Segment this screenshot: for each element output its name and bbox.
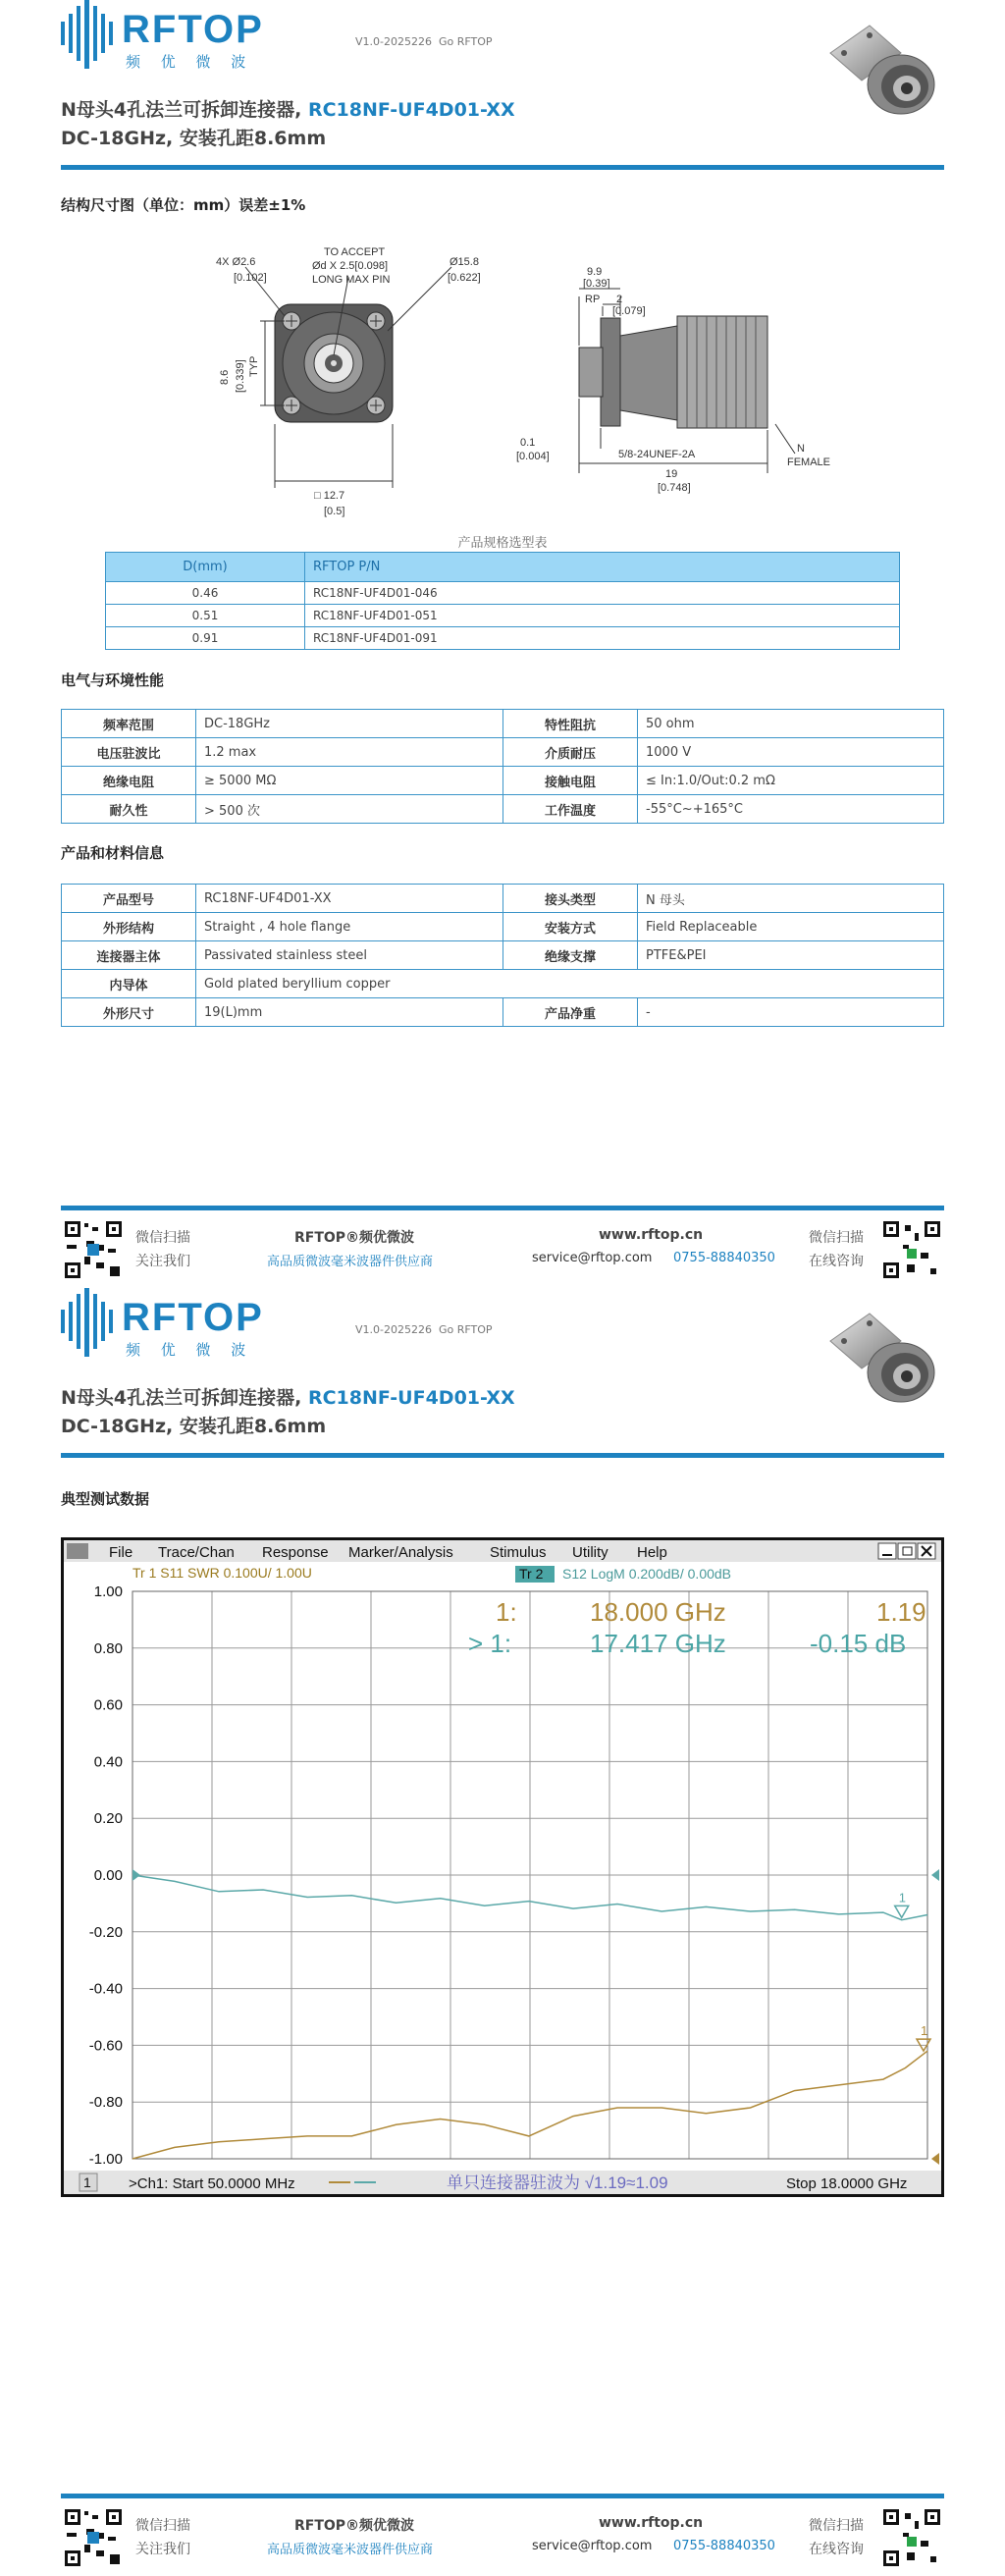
table-row — [62, 710, 944, 738]
dim-thread: 5/8-24UNEF-2A — [618, 449, 696, 460]
footer-follow-us: 关注我们 — [135, 1254, 190, 1269]
marker-1-label: 1: — [496, 1597, 517, 1627]
version-number: V1.0-2025226 — [355, 1323, 432, 1336]
go-rftop-link[interactable]: Go RFTOP — [438, 1323, 493, 1336]
table-row — [62, 767, 944, 795]
dim-hole-dia: 4X Ø2.6 — [216, 256, 256, 268]
header-rule — [61, 165, 944, 170]
brand-wordmark: RFTOP — [122, 1296, 264, 1339]
dim-typ: TYP — [248, 355, 260, 377]
footer-wechat-scan: 微信扫描 — [135, 1230, 190, 1246]
go-rftop-link[interactable]: Go RFTOP — [438, 35, 493, 48]
spec-key: 绝缘电阻 — [62, 767, 196, 795]
y-tick-label: 0.60 — [93, 1696, 123, 1714]
version-label — [355, 1323, 493, 1336]
cell-pn: RC18NF-UF4D01-046 — [305, 582, 900, 605]
dim-to-accept: TO ACCEPT — [324, 246, 386, 258]
footer-wechat-scan-2: 微信扫描 — [809, 1230, 864, 1246]
dimensions-heading: 结构尺寸图（单位：mm）误差±1% — [61, 196, 306, 214]
spec-key: 产品净重 — [503, 998, 638, 1027]
dim-2: 2 — [616, 294, 623, 305]
spec-key: 安装方式 — [503, 913, 638, 941]
dim-0-1: 0.1 — [520, 437, 536, 449]
footer-slogan: 高品质微波毫米波器件供应商 — [267, 2543, 434, 2557]
product-subtitle: DC-18GHz, 安装孔距8.6mm — [61, 1416, 327, 1437]
footer-email[interactable]: service@rftop.com — [532, 2539, 653, 2553]
table-row — [62, 970, 944, 998]
dim-flange-dia: Ø15.8 — [450, 256, 479, 268]
footer-rule — [61, 1206, 944, 1210]
stop-freq: Stop 18.0000 GHz — [786, 2175, 908, 2192]
footer-wechat-scan-2: 微信扫描 — [809, 2518, 864, 2534]
dim-spacing-in: [0.339] — [235, 359, 246, 393]
spec-key: 外形结构 — [62, 913, 196, 941]
y-tick-label: 0.80 — [93, 1639, 123, 1657]
dim-square-in: [0.5] — [324, 506, 345, 517]
product-title-prefix: N母头4孔法兰可拆卸连接器, — [61, 99, 308, 121]
spec-value: Field Replaceable — [638, 913, 944, 941]
footer-follow-us: 关注我们 — [135, 2542, 190, 2557]
minimize-icon[interactable] — [878, 1543, 896, 1559]
spec-value: -55°C~+165°C — [638, 795, 944, 824]
footer-email[interactable]: service@rftop.com — [532, 1251, 653, 1265]
spec-key: 产品型号 — [62, 885, 196, 913]
spec-value: - — [638, 998, 944, 1027]
materials-heading: 产品和材料信息 — [61, 844, 165, 862]
marker-1-number: 1 — [921, 2023, 928, 2039]
dim-long-max-pin: LONG MAX PIN — [312, 274, 391, 286]
header-d: D(mm) — [106, 553, 305, 582]
cell-d: 0.46 — [106, 582, 305, 605]
connector-photo — [822, 14, 944, 132]
dim-flange-dia-in: [0.622] — [448, 272, 481, 284]
spec-value: Gold plated beryllium copper — [196, 970, 944, 998]
qr-code-consult — [881, 1219, 942, 1280]
header-rule — [61, 1453, 944, 1458]
spec-value: PTFE&PEI — [638, 941, 944, 970]
product-part-number: RC18NF-UF4D01-XX — [307, 99, 515, 121]
spec-key: 接头类型 — [503, 885, 638, 913]
y-tick-label: -0.20 — [88, 1923, 123, 1941]
spec-value: Passivated stainless steel — [196, 941, 503, 970]
connector-photo — [822, 1302, 944, 1420]
menu-item[interactable]: Utility — [572, 1544, 608, 1561]
footer-phone: 0755-88840350 — [673, 2539, 775, 2553]
spec-value: N 母头 — [638, 885, 944, 913]
y-tick-label: -0.40 — [88, 1980, 123, 1998]
spec-value: 19(L)mm — [196, 998, 503, 1027]
channel-number: 1 — [83, 2174, 91, 2190]
cell-d: 0.91 — [106, 627, 305, 650]
table-row — [62, 738, 944, 767]
app-icon — [67, 1543, 88, 1559]
y-tick-label: 0.40 — [93, 1753, 123, 1771]
qr-code-wechat — [63, 2507, 124, 2568]
product-title — [61, 1383, 515, 1410]
selection-caption: 产品规格选型表 — [457, 536, 548, 551]
selection-header-row — [106, 553, 900, 582]
dim-spacing: 8.6 — [219, 369, 231, 385]
version-label — [355, 35, 493, 48]
y-tick-label: 1.00 — [93, 1583, 123, 1600]
footer-website[interactable]: www.rftop.cn — [599, 1227, 704, 1243]
dim-9-9: 9.9 — [587, 266, 603, 278]
qr-code-consult — [881, 2507, 942, 2568]
spec-value: 50 ohm — [638, 710, 944, 738]
marker-2-label: > 1: — [468, 1629, 512, 1658]
menu-item[interactable]: Trace/Chan — [158, 1544, 235, 1561]
y-tick-label: 0.00 — [93, 1867, 123, 1884]
spec-key: 工作温度 — [503, 795, 638, 824]
table-row — [106, 582, 900, 605]
side-view — [516, 266, 830, 494]
spec-key: 特性阻抗 — [503, 710, 638, 738]
product-title — [61, 95, 515, 122]
header — [61, 1288, 944, 1367]
dim-rp: RP — [585, 294, 601, 305]
table-row — [62, 998, 944, 1027]
footer-brand: RFTOP®频优微波 — [294, 1230, 415, 1246]
footer — [61, 2494, 944, 2572]
footer-slogan: 高品质微波毫米波器件供应商 — [267, 1255, 434, 1269]
spec-value: 1000 V — [638, 738, 944, 767]
table-row — [62, 913, 944, 941]
spec-value: 1.2 max — [196, 738, 503, 767]
y-tick-label: 0.20 — [93, 1810, 123, 1828]
cell-d: 0.51 — [106, 605, 305, 627]
dim-0-1-in: [0.004] — [516, 451, 550, 462]
test-heading: 典型测试数据 — [61, 1490, 150, 1508]
spec-value: DC-18GHz — [196, 710, 503, 738]
restore-icon[interactable] — [898, 1543, 916, 1559]
spec-key: 内导体 — [62, 970, 196, 998]
dim-19: 19 — [665, 468, 678, 480]
menu-item[interactable]: Stimulus — [490, 1544, 547, 1561]
y-tick-label: -0.80 — [88, 2094, 123, 2112]
spec-key: 介质耐压 — [503, 738, 638, 767]
cell-pn: RC18NF-UF4D01-051 — [305, 605, 900, 627]
marker-2-value: -0.15 dB — [810, 1629, 907, 1658]
dim-19-in: [0.748] — [658, 482, 691, 494]
footer-phone: 0755-88840350 — [673, 1251, 775, 1265]
table-row — [62, 941, 944, 970]
marker-2-freq: 17.417 GHz — [590, 1629, 726, 1658]
y-tick-label: -0.60 — [88, 2037, 123, 2055]
y-tick-label: -1.00 — [88, 2151, 123, 2168]
marker-1-value: 1.19 — [876, 1597, 926, 1627]
marker-1-freq: 18.000 GHz — [590, 1597, 726, 1627]
dimension-drawing — [186, 228, 854, 522]
spec-value: ≥ 5000 MΩ — [196, 767, 503, 795]
trace-2-label: S12 LogM 0.200dB/ 0.00dB — [562, 1566, 732, 1582]
footer-online: 在线咨询 — [809, 1254, 864, 1269]
product-subtitle: DC-18GHz, 安装孔距8.6mm — [61, 128, 327, 149]
start-freq: >Ch1: Start 50.0000 MHz — [129, 2175, 295, 2192]
qr-code-wechat — [63, 1219, 124, 1280]
brand-chinese: 频 优 微 波 — [126, 1341, 254, 1359]
marker-2-number: 1 — [898, 1890, 906, 1905]
product-title-prefix: N母头4孔法兰可拆卸连接器, — [61, 1387, 308, 1409]
header-pn: RFTOP P/N — [305, 553, 900, 582]
spec-value: Straight , 4 hole flange — [196, 913, 503, 941]
materials-table — [61, 884, 944, 1027]
spec-key: 接触电阻 — [503, 767, 638, 795]
cell-pn: RC18NF-UF4D01-091 — [305, 627, 900, 650]
version-number: V1.0-2025226 — [355, 35, 432, 48]
brand-wordmark: RFTOP — [122, 8, 264, 51]
dim-n: N — [797, 443, 805, 455]
spec-key: 绝缘支撑 — [503, 941, 638, 970]
table-row — [106, 605, 900, 627]
vna-display — [64, 1540, 941, 2194]
electrical-heading: 电气与环境性能 — [61, 671, 165, 689]
brand-chinese: 频 优 微 波 — [126, 53, 254, 71]
spec-key: 频率范围 — [62, 710, 196, 738]
footer-brand: RFTOP®频优微波 — [294, 2518, 415, 2534]
product-part-number: RC18NF-UF4D01-XX — [307, 1387, 515, 1409]
menu-bar — [109, 1544, 667, 1561]
trace-1-label: Tr 1 S11 SWR 0.100U/ 1.00U — [132, 1565, 312, 1581]
footer-rule — [61, 2494, 944, 2498]
spec-value: RC18NF-UF4D01-XX — [196, 885, 503, 913]
selection-table — [105, 552, 900, 650]
table-row — [62, 885, 944, 913]
spec-key: 电压驻波比 — [62, 738, 196, 767]
table-row — [62, 795, 944, 824]
spec-value: ≤ In:1.0/Out:0.2 mΩ — [638, 767, 944, 795]
trace-2-tag: Tr 2 — [519, 1566, 544, 1582]
spec-key: 耐久性 — [62, 795, 196, 824]
footer-online: 在线咨询 — [809, 2542, 864, 2557]
dim-female: FEMALE — [787, 456, 831, 468]
front-view — [216, 246, 481, 517]
dim-9-9-in: [0.39] — [583, 278, 610, 290]
table-row — [106, 627, 900, 650]
menu-item[interactable]: Response — [262, 1544, 329, 1561]
footer — [61, 1206, 944, 1284]
electrical-table — [61, 709, 944, 824]
window-controls — [878, 1543, 935, 1559]
dim-square: □ 12.7 — [314, 490, 345, 502]
dim-2-in: [0.079] — [612, 305, 646, 317]
spec-value: > 500 次 — [196, 795, 503, 824]
spec-key: 连接器主体 — [62, 941, 196, 970]
dim-hole-dia-in: [0.102] — [234, 272, 267, 284]
footer-website[interactable]: www.rftop.cn — [599, 2515, 704, 2531]
header — [61, 0, 944, 79]
menu-item[interactable]: Marker/Analysis — [348, 1544, 453, 1561]
dim-pin-dia: Ød X 2.5[0.098] — [312, 260, 389, 272]
vswr-note: 单只连接器驻波为 √1.19≈1.09 — [447, 2174, 668, 2192]
spec-key: 外形尺寸 — [62, 998, 196, 1027]
menu-item[interactable]: Help — [637, 1544, 667, 1561]
footer-wechat-scan: 微信扫描 — [135, 2518, 190, 2534]
menu-item[interactable]: File — [109, 1544, 133, 1561]
vna-screenshot — [61, 1537, 944, 2197]
